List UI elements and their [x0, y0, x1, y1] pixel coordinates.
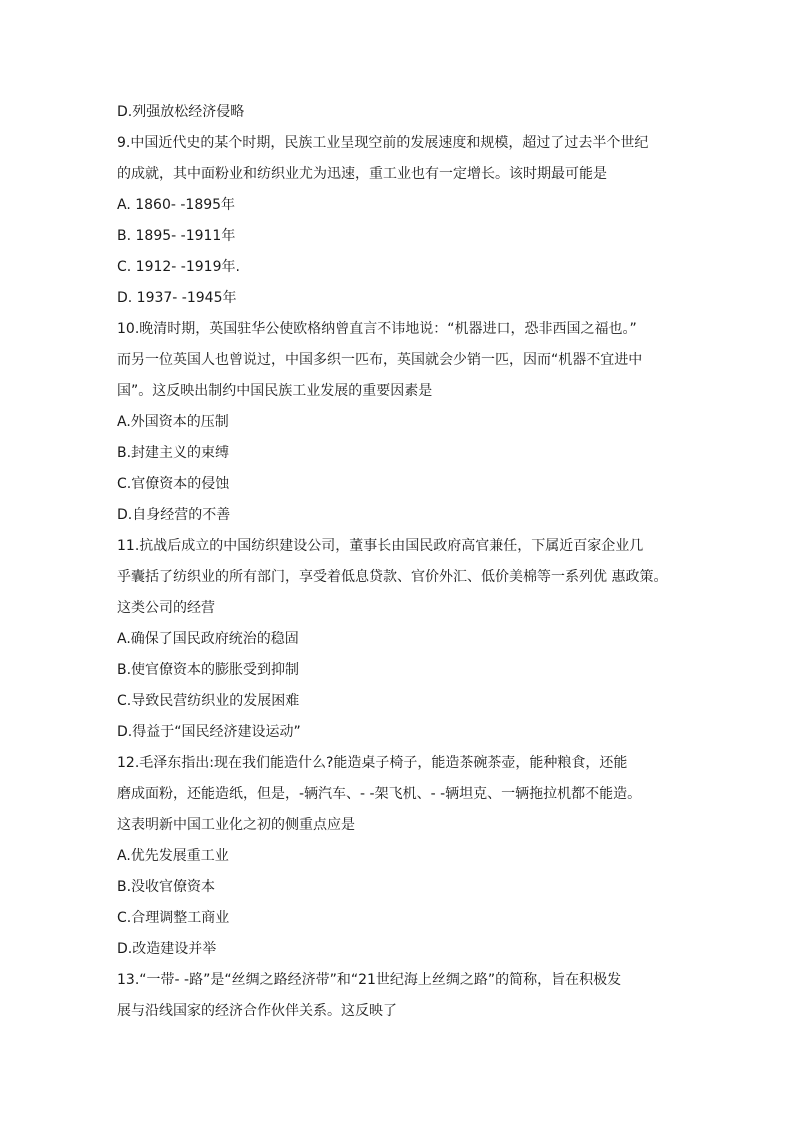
text-line: D.得益于“国民经济建设运动” — [117, 724, 301, 740]
text-line: 9.中国近代史的某个时期，民族工业呈现空前的发展速度和规模，超过了过去半个世纪 — [117, 135, 649, 151]
text-line: 这表明新中国工业化之初的侧重点应是 — [117, 817, 355, 833]
text-line: A. 1860- -1895年 — [117, 197, 236, 213]
text-line: B. 1895- -1911年 — [117, 228, 236, 244]
text-line: A.外国资本的压制 — [117, 414, 229, 430]
text-line: C.官僚资本的侵蚀 — [117, 476, 230, 492]
text-line: 10.晚清时期，英国驻华公使欧格纳曾直言不讳地说：“机器进口，恐非西国之福也。” — [117, 321, 637, 337]
text-line: 13.“一带- -路”是“丝绸之路经济带”和“21世纪海上丝绸之路”的简称，旨在积极发 — [117, 972, 622, 988]
text-line: A.确保了国民政府统治的稳固 — [117, 631, 299, 647]
text-line: B.没收官僚资本 — [117, 879, 216, 895]
text-line: 12.毛泽东指出:现在我们能造什么?能造桌子椅子，能造茶碗茶壶，能种粮食，还能 — [117, 755, 628, 771]
text-line: C. 1912- -1919年. — [117, 259, 240, 275]
text-line: 的成就，其中面粉业和纺织业尤为迅速，重工业也有一定增长。该时期最可能是 — [117, 166, 607, 182]
text-line: A.优先发展重工业 — [117, 848, 229, 864]
text-line: 11.抗战后成立的中国纺织建设公司，董事长由国民政府高官兼任，下属近百家企业几 — [117, 538, 644, 554]
text-line: 磨成面粉，还能造纸，但是，-辆汽车、- -架飞机、- -辆坦克、一辆拖拉机都不能造。 — [117, 786, 642, 802]
text-line: D. 1937- -1945年 — [117, 290, 237, 306]
text-line: D.自身经营的不善 — [117, 507, 231, 523]
text-line: D.列强放松经济侵略 — [117, 104, 245, 120]
text-line: 这类公司的经营 — [117, 600, 215, 616]
text-line: 而另一位英国人也曾说过，中国多织一匹布，英国就会少销一匹，因而“机器不宜进中 — [117, 352, 643, 368]
text-line: C.合理调整工商业 — [117, 910, 230, 926]
text-line: 国”。这反映出制约中国民族工业发展的重要因素是 — [117, 383, 433, 399]
text-line: B.使官僚资本的膨胀受到抑制 — [117, 662, 300, 678]
text-line: 乎囊括了纺织业的所有部门，享受着低息贷款、官价外汇、低价美棉等一系列优 惠政策。 — [117, 569, 668, 585]
text-line: 展与沿线国家的经济合作伙伴关系。这反映了 — [117, 1003, 397, 1019]
text-line: B.封建主义的束缚 — [117, 445, 230, 461]
text-line: D.改造建设并举 — [117, 941, 217, 957]
text-line: C.导致民营纺织业的发展困难 — [117, 693, 300, 709]
